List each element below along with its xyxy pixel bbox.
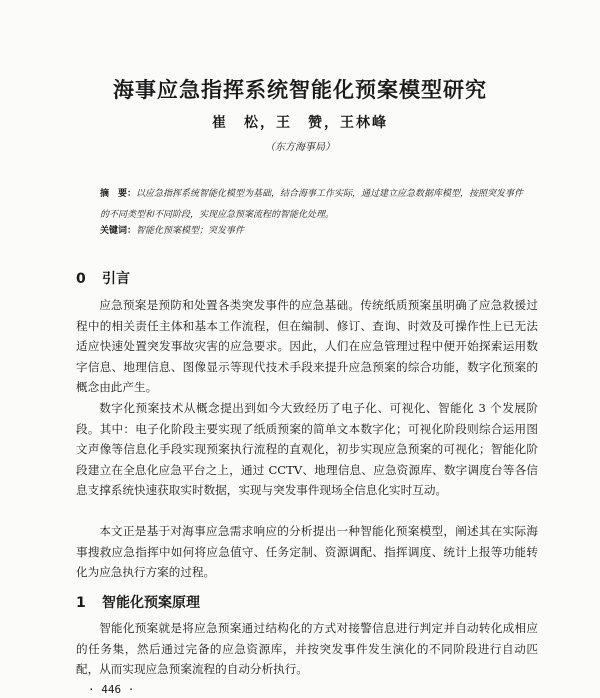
abstract-text: 以应急指挥系统智能化模型为基础，结合海事工作实际，通过建立应急数据库模型，按照突发事件的不同类型和不同阶段，实现应急预案流程的智能化处理。: [100, 189, 524, 220]
paragraph: 本文正是基于对海事应急需求响应的分析提出一种智能化预案模型，阐述其在实际海事搜救应急指挥中如何将应急值守、任务定制、资源调配、指挥调度、统计上报等功能转化为应急执行方案的过程。: [76, 524, 538, 579]
section-title: 引言: [102, 271, 130, 287]
affiliation: （东方海事局）: [265, 142, 335, 153]
paragraph: 应急预案是预防和处置各类突发事件的应急基础。传统纸质预案虽明确了应急救援过程中的相关责任主体和基本工作流程，但在编制、修订、查询、时效及可操作性上已无法适应快速处置突发事故灾害的应急要求。因此，人们在应急管理过程中便开始探索运用数字信息、地理信息、图像显示等现代技术手段来提升应急预案的综合功能，数字化预案的概念由此产生。: [76, 298, 538, 394]
abstract-label: 摘 要：: [100, 189, 137, 199]
paragraph: 数字化预案技术从概念提出到如今大致经历了电子化、可视化、智能化 3 个发展阶段。其中：电子化阶段主要实现了纸质预案的简单文本数字化；可视化阶段则综合运用图文声像等信息化手段实现预案执行流程的直观化，初步实现应急预案的可视化；智能化阶段建立在全息化应急平台之上，通过 CCTV、地理信息、应急资源库、数字调度台等各信息支撑系统快速获取实时数据，实现与突发事件现场全信息化实时互动。: [76, 401, 538, 497]
section-number: 0: [76, 271, 86, 287]
keywords-label: 关键词：: [100, 226, 137, 236]
keywords-text: 智能化预案模型；突发事件: [136, 226, 245, 236]
section-heading-intro: [76, 268, 130, 288]
section-number: 1: [76, 595, 86, 611]
paper-title: 海事应急指挥系统智能化预案模型研究: [113, 78, 487, 102]
abstract: [100, 184, 530, 226]
author-list: 崔 松，王 赞，王林峰: [212, 115, 388, 131]
section-title: 智能化预案原理: [102, 595, 200, 611]
keywords: [100, 223, 530, 236]
paragraph: 智能化预案就是将应急预案通过结构化的方式对接警信息进行判定并自动转化成相应的任务集，然后通过完备的应急资源库，并按突发事件发生演化的不同阶段进行自动匹配，从而实现应急预案流程的自动分析执行。: [76, 621, 538, 676]
section-heading-principle: [76, 592, 200, 612]
page-number: · 446 ·: [88, 683, 135, 696]
